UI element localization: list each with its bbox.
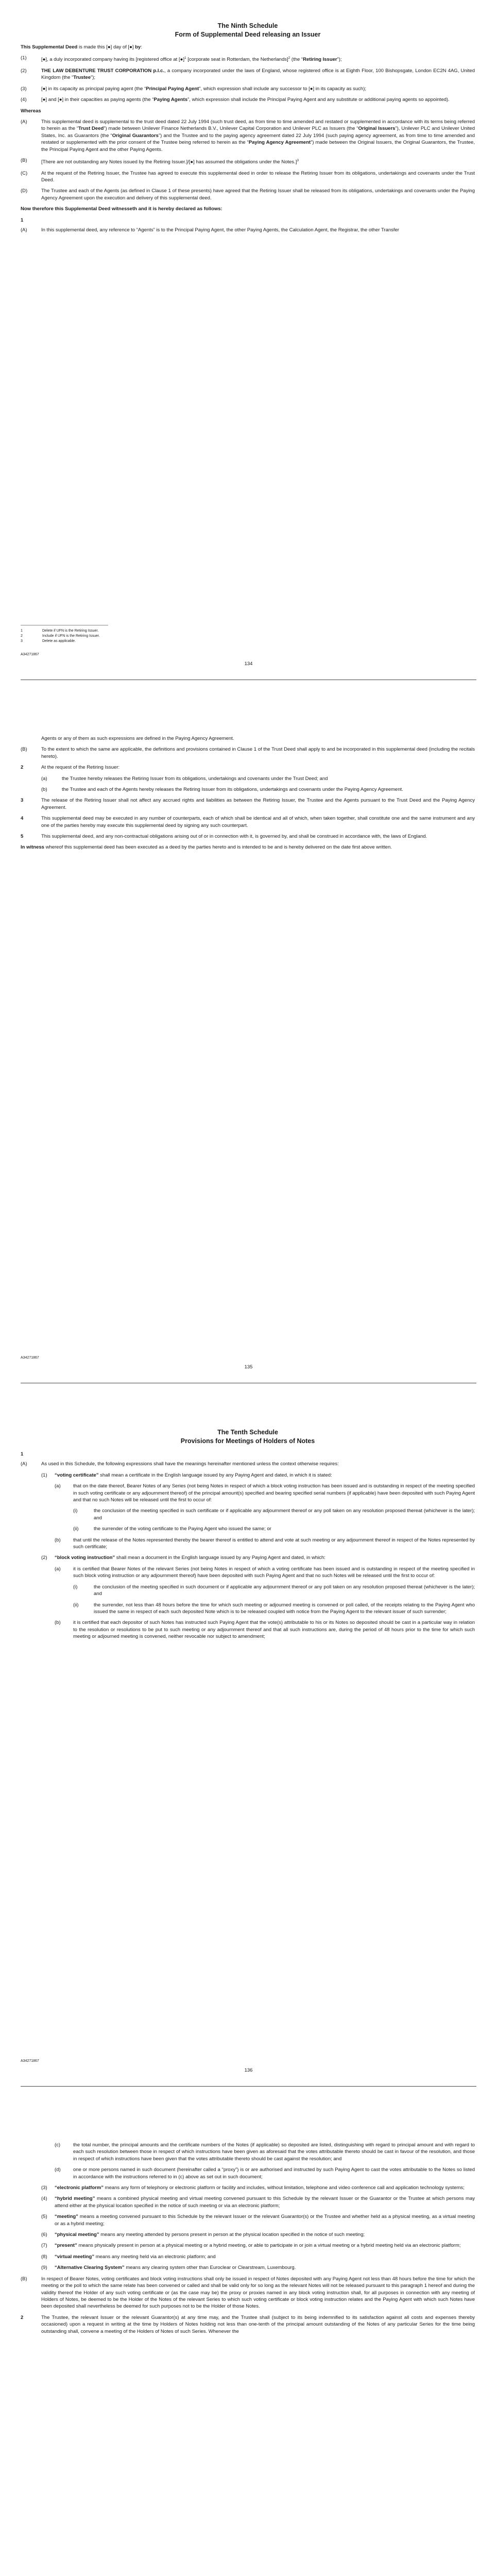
- bold-text: Principal Paying Agent: [146, 86, 199, 92]
- bold-text: This Supplemental Deed: [21, 44, 78, 50]
- clause-text: This supplemental deed, and any non-contractual obligations arising out of or in connection with it, is governed by, and shall be construed in accordance with, the laws of England.: [41, 834, 427, 840]
- schedule-subtitle: Provisions for Meetings of Holders of Notes: [180, 1437, 315, 1445]
- text-run: :: [141, 44, 142, 50]
- definition-block-voting-instruction: [41, 1554, 475, 1561]
- party-label: (2): [21, 67, 27, 74]
- sub-item-label: (ii): [73, 1602, 79, 1608]
- clause-1a-text: In this supplemental deed, any reference to “Agents” is to the Principal Paying Agent, the other Paying Agents, the Calculation Agent, the Registrar, the other Transfer: [41, 227, 399, 233]
- bold-text: THE LAW DEBENTURE TRUST CORPORATION p.l.c.: [41, 67, 165, 74]
- text-run: This supplemental deed is supplemental to the trust deed dated 22 July 1994 (such trust deed, as from time to time amended and restated or supplemented in accordance with its terms being referred to herein as the “: [41, 119, 475, 132]
- sub-item-text: the conclusion of the meeting specified in such document or if applicable any adjournment thereof or any poll taken on any resolution proposed thereat (whichever is the later); and: [94, 1584, 475, 1597]
- page-135: [0, 703, 497, 1406]
- page-number: 135: [244, 1364, 253, 1370]
- definition-body: [55, 2264, 475, 2271]
- text-run: ”);: [91, 75, 96, 81]
- recital: [21, 157, 475, 166]
- text-run: At the request of the Retiring Issuer, the Trustee has agreed to execute this supplemental deed in order to release the Retiring Issuer from its obligations, undertakings and covenants under the Trust Deed.: [41, 170, 475, 183]
- party-body: [41, 86, 475, 92]
- party-label: (1): [21, 55, 27, 61]
- definition-body: [55, 2213, 475, 2227]
- bold-text: Paying Agents: [153, 97, 188, 103]
- clause: [21, 833, 475, 840]
- definition-text: means a meeting convened pursuant to this Schedule by the relevant Issuer or the relevant Guarantor(s) or the Trustee and whether held as a physical meeting, as a virtual meeting or as a hybrid meeting;: [55, 2214, 475, 2227]
- page-136: [0, 1406, 497, 2110]
- definition-body: [55, 2184, 475, 2191]
- recital: [21, 188, 475, 201]
- page-number: 136: [244, 2067, 253, 2073]
- item-label: (a): [55, 1483, 61, 1489]
- footnote: [21, 639, 100, 644]
- text-run: ”, which expression shall include the Principal Paying Agent and any substitute or additional paying agents so appointed).: [187, 97, 450, 103]
- item-text: that until the release of the Notes represented thereby the bearer thereof is entitled to attend and vote at such meeting or any adjournment thereof in respect of the Notes represented by such certificate;: [73, 1537, 475, 1550]
- bold-text: Original Issuers: [358, 126, 396, 132]
- bold-text: Original Guarantors: [112, 132, 159, 139]
- definition-label: (3): [41, 2185, 47, 2191]
- clause-body: [41, 797, 475, 811]
- clause-1-label: 1: [21, 217, 24, 223]
- definition-label: (1): [41, 1472, 47, 1478]
- recital-label: (C): [21, 170, 28, 176]
- definition-term: “present”: [55, 2243, 77, 2249]
- definition-text: means any meeting attended by persons present in person at the physical location specified in the notice of such meeting;: [99, 2232, 365, 2238]
- item-text: it is certified that each depositor of such Notes has instructed such Paying Agent that the vote(s) attributable to his or its Notes so deposited should be cast in a particular way in relation to the resolution or resolutions to be put to such meeting or any adjournment thereof and that all such instructions are, during the period of 48 hours prior to the time for which such meeting or adjourned meeting is convened, neither revocable nor subject to amendment;: [73, 1620, 475, 1640]
- def1-item-b: [55, 1537, 475, 1551]
- clause-2-text: At the request of the Retiring Issuer:: [41, 765, 120, 771]
- definition: [41, 2231, 475, 2238]
- bold-text: Retiring Issuer: [303, 57, 337, 63]
- footnote: [21, 629, 100, 634]
- footnote-text: Delete if UFN is the Retiring Issuer.: [42, 629, 99, 633]
- footnotes: [21, 629, 100, 644]
- page-135-content: [21, 735, 475, 855]
- definition-label: (8): [41, 2253, 47, 2260]
- recital-label: (D): [21, 188, 28, 194]
- release-item-text: the Trustee hereby releases the Retiring Issuer from its obligations, undertakings and covenants under the Trust Deed; and: [62, 775, 328, 782]
- sub-item-body: [94, 1526, 475, 1532]
- sub-item-label: (i): [73, 1508, 78, 1514]
- footnote: [21, 634, 100, 639]
- items-c-d: [21, 2142, 475, 2180]
- doc-ref: A34271867: [21, 653, 39, 656]
- clause-body: [41, 815, 475, 829]
- page-134: [0, 0, 497, 703]
- footnote-ref: 1: [184, 56, 186, 60]
- def2-item-a: [55, 1566, 475, 1580]
- party: [21, 67, 475, 81]
- text-run: [●] and [●] in their capacities as paying agents (the “: [41, 97, 154, 103]
- doc-ref: A34271867: [21, 2059, 39, 2063]
- sub-item: [73, 1584, 475, 1598]
- bold-text: by: [135, 44, 141, 50]
- clause-1b-text: To the extent to which the same are applicable, the definitions and provisions contained in Clause 1 of the Trust Deed shall apply to and be incorporated in this supplemental deed (including the recitals hereto).: [41, 747, 475, 759]
- definition-text: means a combined physical meeting and virtual meeting convened pursuant to this Schedule by the relevant Issuer or the Guarantor or the Trustee at which persons may attend either at the physical location specified in the notice of such meeting or via an electronic platform;: [55, 2196, 475, 2209]
- text-run: whereof this supplemental deed has been executed as a deed by the parties hereto and is intended to be and is hereby delivered on the date first above written.: [44, 844, 392, 851]
- definition-body: [55, 2253, 475, 2260]
- recital-body: [41, 118, 475, 153]
- text-run: ”);: [337, 57, 342, 63]
- clause-1a: [21, 227, 475, 233]
- footnote-number: 1: [21, 629, 23, 633]
- parties-list: [21, 55, 475, 103]
- footnote-ref: 2: [288, 56, 290, 60]
- text-run: [●] in its capacity as principal paying agent (the “: [41, 86, 146, 92]
- bvi-item-label: (d): [55, 2167, 61, 2173]
- clause-label: 3: [21, 798, 24, 804]
- clause: [21, 815, 475, 829]
- recital-body: [41, 157, 475, 166]
- bvi-item-body: [73, 2166, 475, 2180]
- party-label: (3): [21, 86, 27, 92]
- party-body: [41, 55, 475, 63]
- para-b: [21, 2276, 475, 2310]
- definition-label: (5): [41, 2214, 47, 2220]
- page-137-content: [21, 2142, 475, 2339]
- bvi-item-label: (c): [55, 2142, 61, 2148]
- text-run: is made this [●] day of [●]: [77, 44, 135, 50]
- definition: [41, 2242, 475, 2249]
- definition-term: “hybrid meeting”: [55, 2196, 95, 2202]
- clause-2-text: The Trustee, the relevant Issuer or the relevant Guarantor(s) at any time may, and the Trustee shall (subject to its being indemnified to its satisfaction against all costs and expenses thereby occasioned) upon a request in writing at the time by Holders of Notes holding not less than one-tenth of the principal amount outstanding of the Notes of any particular Series for the time being outstanding shall, convene a meeting of the Holders of Notes of such Series. Whenever the: [41, 2314, 475, 2334]
- sub-item-label: (i): [73, 1584, 78, 1590]
- item-label: (b): [55, 1620, 61, 1626]
- text-run: [corporate seat in Rotterdam, the Netherlands]: [186, 57, 288, 63]
- bvi-item-body: [73, 2142, 475, 2162]
- bvi-item-text: the total number, the principal amounts and the certificate numbers of the Notes (if applicable) so deposited are listed, distinguishing with regard to principal amount and with regard to each such resolution between those in respect of which instructions have been given as aforesaid that the votes attributable thereto should be cast in favour of the resolution, and those in respect of which instructions have been given that the votes attributable thereto should be cast against the resolution; and: [73, 2142, 475, 2162]
- sub-item-text: the surrender, not less than 48 hours before the time for which such meeting or adjourned meeting is convened or poll called, of the receipts relating to the Paying Agent who issued the same in respect of each such deposited Note which is to be released coupled with notice from the Paying Agent to the relevant issuer of such surrender;: [94, 1602, 475, 1615]
- recital-body: [41, 170, 475, 184]
- sub-item-body: [94, 1507, 475, 1521]
- definition-text: means any meeting held via an electronic platform; and: [94, 2253, 216, 2260]
- deed-intro: [21, 44, 475, 50]
- definition-body: [55, 2231, 475, 2238]
- release-item-text: the Trustee and each of the Agents hereby releases the Retiring Issuer from its obligations, undertakings and covenants under the Paying Agency Agreement.: [62, 787, 403, 793]
- continued-text: Agents or any of them as such expressions are defined in the Paying Agency Agreement.: [41, 736, 234, 741]
- definition-label: (4): [41, 2196, 47, 2202]
- clause-1b-label: (B): [21, 747, 27, 753]
- clause-2-items: [21, 775, 475, 793]
- definition: [41, 2184, 475, 2191]
- clause: [21, 797, 475, 811]
- definition-term: “virtual meeting”: [55, 2253, 95, 2260]
- text-run: ”) made between the Original Issuers, the Original Guarantors, the Trustee, the Principal Paying Agent and the other Paying Agents.: [41, 140, 475, 152]
- definition-term: “voting certificate”: [55, 1472, 99, 1478]
- text-run: ”) and the Trustee and to the paying agency agreement dated 22 July 1994 (such paying agency agreement, as from time to time amended and restated or supplemented with the prior consent of the Trustee being referred to herein as the “: [41, 132, 475, 146]
- para-a-label: (A): [21, 1461, 27, 1467]
- item-label: (b): [55, 1537, 61, 1543]
- definition-text: means any clearing system other than Euroclear or Clearstream, Luxembourg.: [124, 2265, 296, 2271]
- recital-body: [41, 188, 475, 201]
- text-run: ”) made between Unilever Finance Netherlands B.V., Unilever Capital Corporation and Unilever PLC as Issuers (the “: [104, 126, 358, 132]
- recital: [21, 170, 475, 184]
- item-label: (a): [55, 1566, 61, 1572]
- clause-1-label: 1: [21, 1451, 24, 1457]
- definition-text: shall mean a document in the English language issued by any Paying Agent and dated, in which:: [115, 1555, 325, 1561]
- party: [21, 55, 475, 63]
- definition-label: (6): [41, 2232, 47, 2238]
- text-run: ”, which expression shall include any successor to [●] in its capacity as such);: [199, 86, 367, 92]
- clause-2-label: 2: [21, 2314, 24, 2320]
- bold-text: In witness: [21, 844, 44, 851]
- definition-body: [55, 2195, 475, 2209]
- text-run: [●], a duly incorporated company having its [registered office at [●]: [41, 57, 184, 63]
- def1-a-subitems: [21, 1507, 475, 1532]
- page-separator: [21, 2086, 476, 2087]
- clause-label: 5: [21, 834, 24, 840]
- definition-voting-certificate: [41, 1472, 475, 1479]
- def2-a-subitems: [21, 1584, 475, 1616]
- definition-label: (7): [41, 2243, 47, 2249]
- text-run: ”), Unilever PLC and Unilever United States, Inc. as Guarantors (the “: [41, 126, 475, 139]
- witnesseth-line: Now therefore this Supplemental Deed witnesseth and it is hereby declared as follows:: [21, 206, 222, 212]
- recital: [21, 118, 475, 153]
- release-item-body: [62, 786, 475, 793]
- definition-term: “block voting instruction”: [55, 1555, 115, 1561]
- footnote-text: Delete as applicable.: [42, 639, 76, 643]
- sub-item-body: [94, 1602, 475, 1616]
- clause-text: The release of the Retiring Issuer shall not affect any accrued rights and liabilities as between the Retiring Issuer, the Trustee and the Agents pursuant to the Trust Deed and the Paying Agency Agreement.: [41, 798, 475, 810]
- clause-body: [41, 833, 475, 840]
- clause-label: 4: [21, 816, 24, 822]
- sub-item: [73, 1507, 475, 1521]
- para-b-label: (B): [21, 2276, 27, 2282]
- schedule-title: The Tenth Schedule: [217, 1429, 278, 1436]
- party-body: [41, 96, 475, 103]
- para-a-text: As used in this Schedule, the following expressions shall have the meanings hereinafter mentioned unless the context otherwise requires:: [41, 1461, 339, 1467]
- def2-item-b: [55, 1619, 475, 1640]
- definition-term: “Alternative Clearing System”: [55, 2265, 125, 2271]
- definition-term: “meeting”: [55, 2214, 78, 2220]
- bold-text: Trust Deed: [78, 126, 104, 132]
- page-number: 134: [244, 661, 253, 667]
- footnote-ref: 3: [297, 159, 299, 163]
- item-text: that on the date thereof, Bearer Notes of any Series (not being Notes in respect of which a block voting instruction has been issued and is outstanding in respect of the meeting specified in such voting certificate or any adjournment thereof) of the principal amount(s) specified and bearing specified serial numbers (if applicable) have been deposited with such Paying Agent and that no such Notes will be released until the first to occur of:: [73, 1483, 475, 1503]
- definition: [41, 2264, 475, 2271]
- bvi-item-text: one or more persons named in such document (hereinafter called a “proxy”) is or are authorised and instructed by such Paying Agent to cast the votes attributable to the Notes so listed in accordance with the instructions referred to in (c) above as set out in such document;: [73, 2167, 475, 2180]
- definition-text: shall mean a certificate in the English language issued by any Paying Agent and dated, in which it is stated:: [98, 1472, 332, 1478]
- page-134-content: [21, 22, 475, 238]
- clause-1b: [21, 746, 475, 760]
- definition-text: means any form of telephony or electronic platform or facility and includes, without limitation, telephone and video conference call and application technology systems;: [104, 2185, 465, 2191]
- definition-label: (2): [41, 1555, 47, 1561]
- schedule-subtitle: Form of Supplemental Deed releasing an Issuer: [175, 31, 321, 38]
- bold-text: Trustee: [73, 75, 91, 81]
- footnote-number: 2: [21, 634, 23, 638]
- text-run: (the “: [290, 57, 303, 63]
- whereas-label: Whereas: [21, 108, 41, 114]
- clause-text: This supplemental deed may be executed in any number of counterparts, each of which shall be identical and all of which, when taken together, shall constitute one and the same instrument and any one of the parties hereby may execute this supplemental deed by signing any such counterpart.: [41, 816, 475, 828]
- text-run: [There are not outstanding any Notes issued by the Retiring Issuer.]/[●] has assumed the obligations under the Notes.]: [41, 159, 297, 165]
- definition-term: “physical meeting”: [55, 2232, 99, 2238]
- definition-term: “electronic platform”: [55, 2185, 104, 2191]
- footnote-text: Include if UFN is the Retiring Issuer.: [42, 634, 100, 638]
- whereas-list: [21, 118, 475, 201]
- party-label: (4): [21, 97, 27, 103]
- clause-2-label: 2: [21, 765, 24, 771]
- definition: [41, 2195, 475, 2209]
- release-item: [41, 775, 475, 782]
- doc-ref: A34271867: [21, 1356, 39, 1360]
- para-b-text: In respect of Bearer Notes, voting certificates and block voting instructions shall only be issued in respect of Notes deposited with any Paying Agent not less than 48 hours before the time for which the meeting or the poll to which the same relate has been convened or called and shall be valid only for so long as the relevant Notes will not be released pursuant to this paragraph 1 hereof and during the validity thereof the Holder of any such voting certificate or (as the case may be) the proxy or proxies named in any block voting instruction shall, for all purposes in connection with any meeting of Holders of Notes, be deemed to be the Holder of the Notes of the relevant Series to which such voting certificate or block voting instruction relates and the Paying Agent with which such Notes have been deposited shall nevertheless be deemed for such purposes not to be the Holder of those Notes.: [41, 2276, 475, 2310]
- release-item-label: (a): [41, 775, 47, 782]
- definition-label: (9): [41, 2265, 47, 2271]
- definition: [41, 2213, 475, 2227]
- party: [21, 86, 475, 92]
- party: [21, 96, 475, 103]
- bold-text: Paying Agency Agreement: [248, 140, 311, 146]
- text-run: , a company incorporated under the laws of England, whose registered office is at Eighth Floor, 100 Bishopsgate, London EC2N 4AG, United Kingdom (the “: [41, 67, 475, 81]
- recital-label: (B): [21, 158, 27, 164]
- in-witness: [21, 844, 475, 851]
- sub-item: [73, 1526, 475, 1532]
- page-137: [0, 2110, 497, 2576]
- definition-body: [55, 2242, 475, 2249]
- text-run: The Trustee and each of the Agents (as defined in Clause 1 of these presents) have agreed that the Retiring Issuer shall be released from its obligations, undertakings and covenants under the Paying Agency Agreement upon the execution and delivery of this supplemental deed.: [41, 188, 475, 201]
- release-item: [41, 786, 475, 793]
- para-a: [21, 1461, 475, 1467]
- clause-2: [21, 2314, 475, 2335]
- sub-item-body: [94, 1584, 475, 1598]
- definitions-list: [21, 2184, 475, 2272]
- definition: [41, 2253, 475, 2260]
- sub-item-text: the conclusion of the meeting specified in such certificate or if applicable any adjournment thereof or any poll taken on any resolution proposed thereat (whichever is the later); and: [94, 1508, 475, 1521]
- party-body: [41, 67, 475, 81]
- release-item-body: [62, 775, 475, 782]
- recital-label: (A): [21, 119, 27, 125]
- release-item-label: (b): [41, 787, 47, 793]
- bvi-item: [55, 2142, 475, 2162]
- clause-1a-label: (A): [21, 227, 27, 233]
- schedule-title: The Ninth Schedule: [217, 22, 278, 29]
- page-136-content: [21, 1428, 475, 1645]
- sub-item: [73, 1602, 475, 1616]
- clause-2: [21, 764, 475, 771]
- clauses-list: [21, 797, 475, 840]
- sub-item-label: (ii): [73, 1526, 79, 1532]
- definition-text: means physically present in person at a physical meeting or a hybrid meeting, or able to participate in or join a virtual meeting or a hybrid meeting held via an electronic platform;: [77, 2243, 461, 2249]
- sub-item-text: the surrender of the voting certificate to the Paying Agent who issued the same; or: [94, 1526, 271, 1532]
- footnote-number: 3: [21, 639, 23, 643]
- item-text: it is certified that Bearer Notes of the relevant Series (not being Notes in respect of which a voting certificate has been issued and is outstanding in respect of the meeting specified in such block voting instruction or any adjournment thereof) have been deposited with such Paying Agent and that no such Notes will be released until the first to occur of:: [73, 1566, 475, 1579]
- bvi-item: [55, 2166, 475, 2180]
- def1-item-a: [55, 1483, 475, 1503]
